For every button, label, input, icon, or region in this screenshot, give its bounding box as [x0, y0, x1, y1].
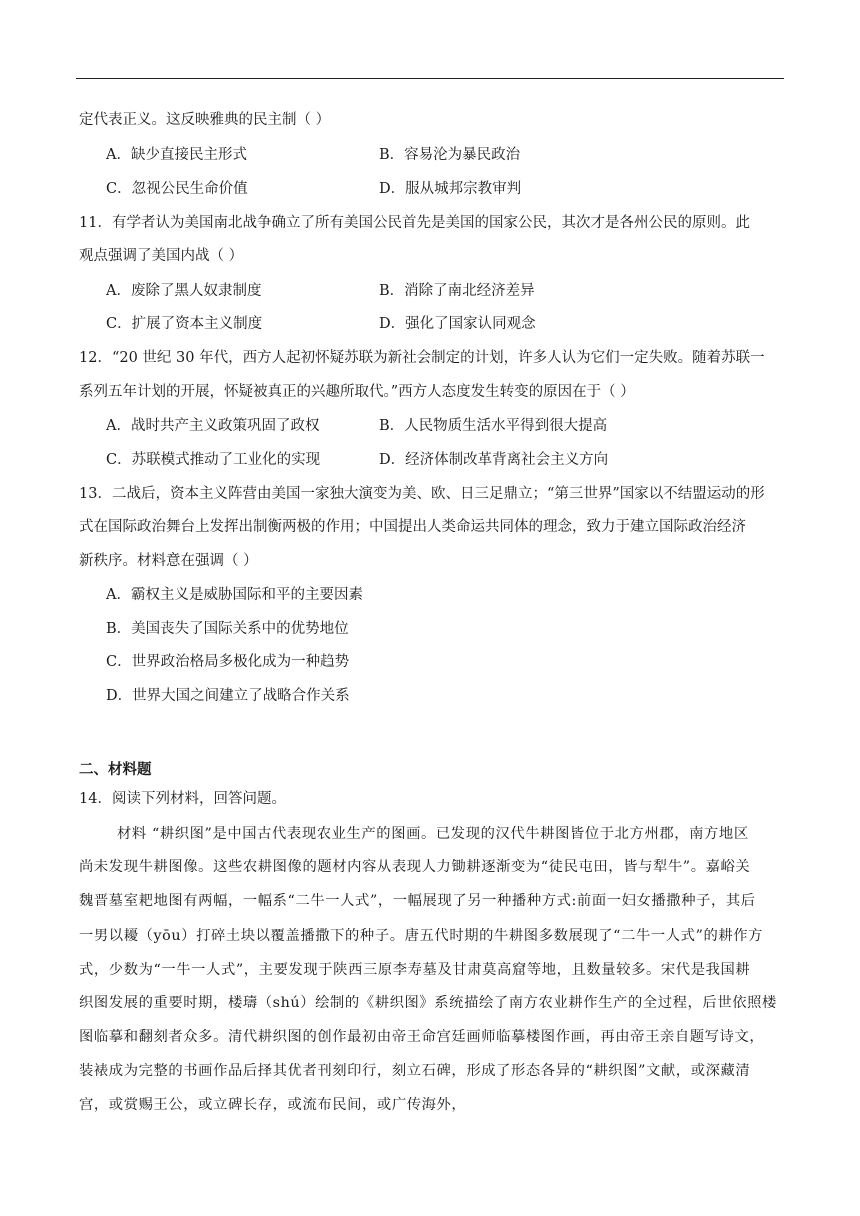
q10-option-b[interactable]: B．容易沦为暴民政治	[379, 147, 521, 163]
material-line-1: 材料 “耕织图”是中国古代表现农业生产的图画。已发现的汉代牛耕图皆位于北方州郡，南方地区	[117, 826, 749, 842]
q10-option-d[interactable]: D．服从城邦宗教审判	[379, 181, 522, 197]
section-heading: 二、材料题	[79, 761, 152, 778]
material-line-4: 一男以耰（yōu）打碎土块以覆盖播撒下的种子。唐五代时期的牛耕图多数展现了“二牛一人式”的耕作方	[79, 928, 764, 944]
material-line-2: 尚未发现牛耕图像。这些农耕图像的题材内容从表现人力锄耕逐渐变为“徒民屯田，皆与犁牛”。嘉峪关	[79, 859, 751, 875]
q11-option-b[interactable]: B．消除了南北经济差异	[379, 283, 535, 299]
q10-stem-tail: 定代表正义。这反映雅典的民主制（ ）	[79, 112, 331, 128]
q11-option-a[interactable]: A．废除了黑人奴隶制度	[106, 283, 262, 299]
q11-option-c[interactable]: C．扩展了资本主义制度	[106, 316, 263, 332]
header-rule	[76, 78, 784, 79]
q13-stem-line-2: 式在国际政治舞台上发挥出制衡两极的作用；中国提出人类命运共同体的理念，致力于建立国际政治经济	[79, 519, 746, 535]
material-line-5: 式，少数为“一牛一人式”，主要发现于陕西三原李寿墓及甘肃莫高窟等地，且数量较多。宋代是我国耕	[79, 962, 751, 978]
q13-option-c[interactable]: C．世界政治格局多极化成为一种趋势	[106, 654, 350, 670]
q12-stem-line-2: 系列五年计划的开展，怀疑被真正的兴趣所取代。”西方人态度发生转变的原因在于（ ）	[79, 384, 635, 400]
q12-option-a[interactable]: A．战时共产主义政策巩固了政权	[106, 418, 320, 434]
q10-option-a[interactable]: A．缺少直接民主形式	[106, 147, 247, 163]
q12-option-b[interactable]: B．人民物质生活水平得到很大提高	[379, 418, 608, 434]
q12-option-d[interactable]: D．经济体制改革背离社会主义方向	[379, 452, 609, 468]
q11-stem-line-1: 11．有学者认为美国南北战争确立了所有美国公民首先是美国的国家公民，其次才是各州公民的原则。此	[79, 215, 750, 231]
q12-stem-line-1: 12．“20 世纪 30 年代，西方人起初怀疑苏联为新社会制定的计划，许多人认为它们一定失败。随着苏联一	[79, 350, 765, 366]
material-line-3: 魏晋墓室耙地图有两幅，一幅系“二牛一人式”，一幅展现了另一种播种方式:前面一妇女播撒种子，其后	[79, 893, 756, 909]
material-line-9: 宫，或赏赐王公，或立碑长存，或流布民间，或广传海外，	[79, 1097, 467, 1113]
q13-option-a[interactable]: A．霸权主义是威胁国际和平的主要因素	[106, 587, 363, 603]
q10-option-c[interactable]: C．忽视公民生命价值	[106, 181, 248, 197]
q11-stem-line-2: 观点强调了美国内战（ ）	[79, 248, 244, 264]
material-line-8: 装裱成为完整的书画作品后择其优者刊刻印行，刻立石碑，形成了形态各异的“耕织图”文献，或深藏清	[79, 1063, 751, 1079]
material-line-6: 织图发展的重要时期，楼璹（shú）绘制的《耕织图》系统描绘了南方农业耕作生产的全过程，后世依照楼	[79, 995, 777, 1011]
q13-option-d[interactable]: D．世界大国之间建立了战略合作关系	[106, 688, 350, 704]
q12-option-c[interactable]: C．苏联模式推动了工业化的实现	[106, 452, 321, 468]
q14-stem: 14．阅读下列材料，回答问题。	[79, 791, 286, 807]
q11-option-d[interactable]: D．强化了国家认同观念	[379, 316, 536, 332]
q13-stem-line-3: 新秩序。材料意在强调（ ）	[79, 553, 258, 569]
q13-option-b[interactable]: B．美国丧失了国际关系中的优势地位	[106, 621, 349, 637]
q13-stem-line-1: 13．二战后，资本主义阵营由美国一家独大演变为美、欧、日三足鼎立；“第三世界”国家以不结盟运动的形	[79, 486, 765, 502]
material-line-7: 图临摹和翻刻者众多。清代耕织图的创作最初由帝王命宫廷画师临摹楼图作画，再由帝王亲自题写诗文，	[79, 1029, 765, 1045]
